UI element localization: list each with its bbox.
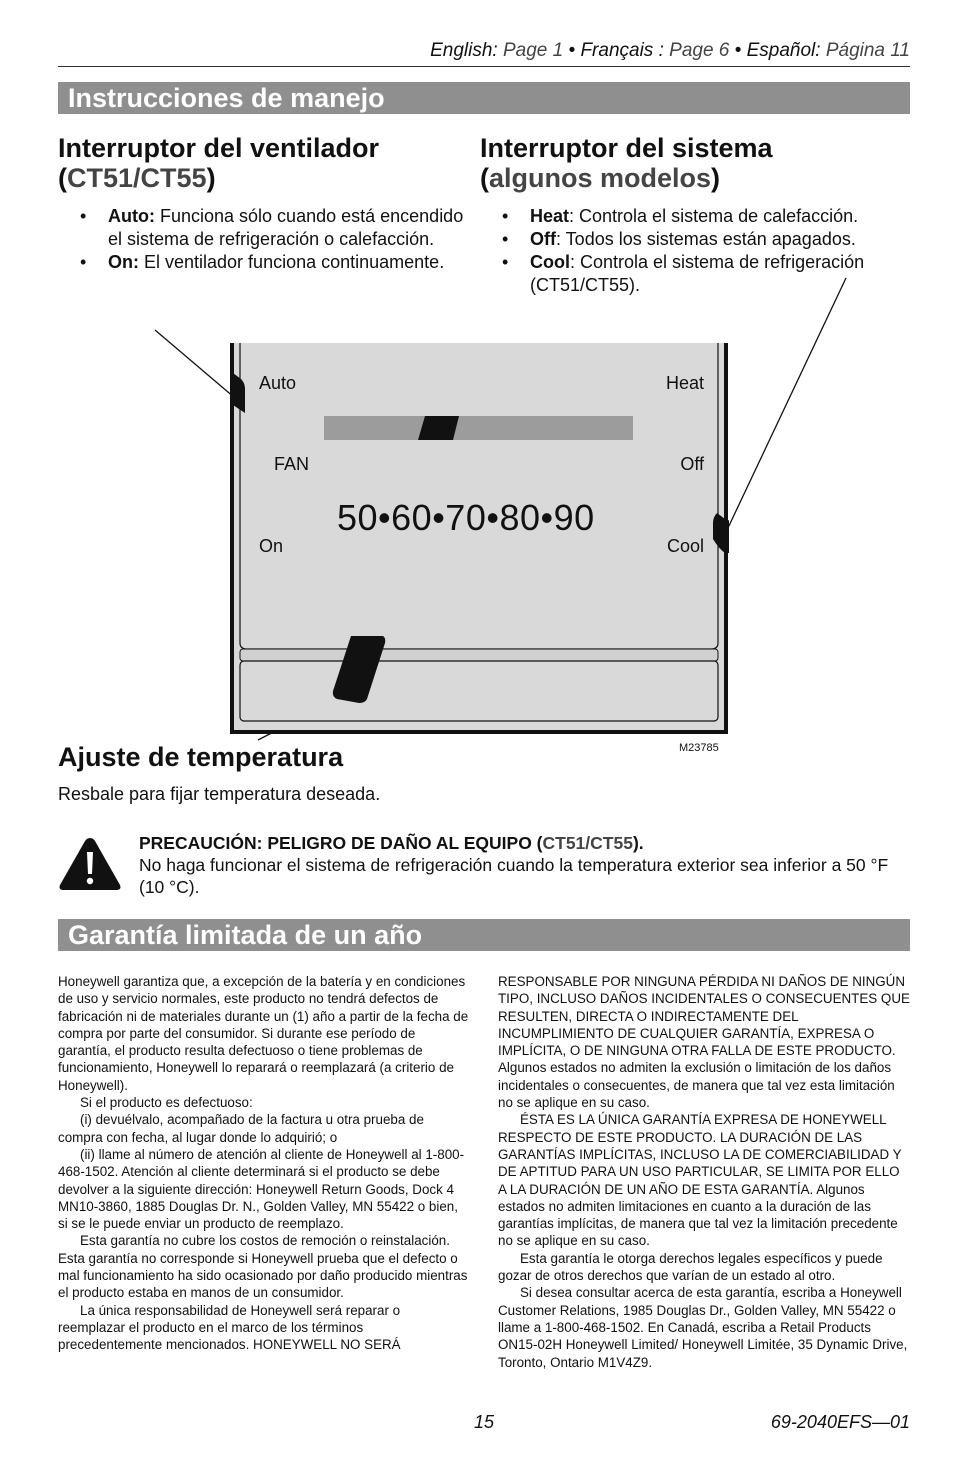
thermostat-body xyxy=(229,343,729,735)
warranty-paragraph: Honeywell garantiza que, a excepción de la batería y en condiciones de uso y servicio normales, este producto no tendrá defectos de fabricación ni de materiales durante un (1) año a partir de la fecha de compra por parte del consumidor. Si durante ese período de garantía, el producto resulta defectuoso o tiene problemas de funcionamiento, Honeywell lo reparará o reemplazará (a criterio de Honeywell). xyxy=(58,974,469,1093)
warranty-paragraph: (i) devuélvalo, acompañado de la factura u otra prueba de compra con fecha, al lugar donde lo adquirió; o xyxy=(58,1112,424,1145)
option-label: On: xyxy=(108,252,139,272)
system-leader-line xyxy=(727,278,846,530)
fan-title-line: Interruptor del ventilador xyxy=(58,133,380,163)
document-number: 69-2040EFS—01 xyxy=(770,1412,910,1432)
warranty-paragraph: Si el producto es defectuoso: xyxy=(80,1095,253,1111)
figure-id: M23785 xyxy=(679,742,719,754)
lever-track xyxy=(240,661,718,721)
warranty-paragraph: Si desea consultar acerca de esta garantía, escriba a Honeywell Customer Relations, 1985 Douglas Dr., Golden Valley, MN 55422 o llame a 1-800-468-1502. En Canadá, escriba a Retail Products ON15-02H Honeywell Limited/ Honeywell Limitée, 35 Dynamic Drive, Toronto, Ontario M1V4Z9. xyxy=(498,1285,908,1370)
warning-icon xyxy=(58,836,122,892)
paren-close: ) xyxy=(206,163,216,193)
warranty-left-column xyxy=(58,973,470,1354)
temperature-adjust-title: Ajuste de temperatura xyxy=(58,742,344,772)
system-model: algunos modelos xyxy=(489,163,712,193)
paren-open: ( xyxy=(480,163,489,193)
system-cool-label: Cool xyxy=(666,536,704,556)
thermostat-diagram xyxy=(229,343,729,735)
separator: • xyxy=(734,40,742,61)
temperature-indicator-bar xyxy=(324,416,633,440)
warranty-paragraph: RESPONSABLE POR NINGUNA PÉRDIDA NI DAÑOS DE NINGÚN TIPO, INCLUSO DAÑOS INCIDENTALES O CONSECUENTES QUE RESULTEN, DIRECTA O INDIRECTAMENTE DEL INCUMPLIMIENTO DE CUALQUIER GARANTÍA, EXPRESA O IMPLÍCITA, O DE NINGUNA OTRA FALLA DE ESTE PRODUCTO. Algunos estados no admiten la exclusión o limitación de los daños incidentales o consecuentes, de manera que tal vez esta limitación no se aplique en su caso. xyxy=(498,974,910,1111)
option-text: : Controla el sistema de refrigeración (CT51/CT55). xyxy=(530,252,865,295)
warranty-right-column xyxy=(498,973,910,1371)
fan-leader-line xyxy=(155,330,235,398)
caution-block xyxy=(139,832,899,898)
separator: • xyxy=(568,40,576,61)
option-text: : Controla el sistema de calefacción. xyxy=(569,206,859,226)
option-label: Off xyxy=(530,229,556,249)
caution-text: No haga funcionar el sistema de refrigeración cuando la temperatura exterior sea inferior a 50 °F (10 °C). xyxy=(139,855,889,897)
temperature-adjust-section xyxy=(58,742,618,805)
lang-english: English: xyxy=(430,40,498,61)
lang-french: Français : xyxy=(580,40,664,61)
lang-french-page: Page 6 xyxy=(669,40,730,61)
system-title-line: Interruptor del sistema xyxy=(480,133,773,163)
caution-heading: PRECAUCIÓN: PELIGRO DE DAÑO AL EQUIPO (CT51/CT55). xyxy=(139,833,644,853)
temperature-pointer xyxy=(418,416,459,440)
option-text: : Todos los sistemas están apagados. xyxy=(556,229,856,249)
fan-on-label: On xyxy=(259,536,284,556)
option-text: El ventilador funciona continuamente. xyxy=(139,252,445,272)
page-number: 15 xyxy=(474,1412,495,1432)
system-heat-label: Heat xyxy=(665,373,704,393)
lang-spanish-page: Página 11 xyxy=(825,40,910,61)
fan-model: CT51/CT55 xyxy=(67,163,207,193)
temperature-adjust-text: Resbale para fijar temperatura deseada. xyxy=(58,784,381,804)
option-label: Auto: xyxy=(108,206,155,226)
section-heading-warranty: Garantía limitada de un año xyxy=(58,919,910,951)
warranty-paragraph: ÉSTA ES LA ÚNICA GARANTÍA EXPRESA DE HONEYWELL RESPECTO DE ESTE PRODUCTO. LA DURACIÓN DE LAS GARANTÍAS IMPLÍCITAS, INCLUSO LA DE COMERCIABILIDAD Y DE APTITUD PARA UN USO PARTICULAR, SE LIMITA POR ELLO A LA DURACIÓN DE UN AÑO DE ESTA GARANTÍA. Algunos estados no admiten limitaciones en cuanto a la duración de las garantías implícitas, de manera que tal vez la limitación precedente no se aplique en su caso. xyxy=(498,1112,902,1249)
system-off-label: Off xyxy=(680,454,704,474)
warranty-paragraph: Esta garantía no cubre los costos de remoción o reinstalación. Esta garantía no corresponde si Honeywell prueba que el defecto o mal funcionamiento ha sido ocasionado por daño producido mientras el producto estaba en manos de un consumidor. xyxy=(58,1233,468,1301)
option-label: Cool xyxy=(530,252,570,272)
option-label: Heat xyxy=(530,206,570,226)
temperature-scale: 50•60•70•80•90 xyxy=(337,497,595,538)
option-text: Funciona sólo cuando está encendido el sistema de refrigeración o calefacción. xyxy=(108,206,464,249)
fan-auto-label: Auto xyxy=(259,373,297,393)
caution-model: CT51/CT55 xyxy=(542,833,633,853)
warranty-paragraph: Esta garantía le otorga derechos legales específicos y puede gozar de otros derechos que varían de un estado al otro. xyxy=(498,1250,883,1284)
lang-english-page: Page 1 xyxy=(502,40,564,61)
paren-close: ) xyxy=(711,163,721,193)
warranty-paragraph: La única responsabilidad de Honeywell será reparar o reemplazar el producto en el marco de los términos precedentemente mencionados. HONEYWELL NO SERÁ xyxy=(58,1302,401,1353)
lang-spanish: Español: xyxy=(746,40,821,61)
fan-label: FAN xyxy=(274,454,310,474)
paren-open: ( xyxy=(58,163,67,193)
section-heading-operating-instructions: Instrucciones de manejo xyxy=(58,82,910,114)
warranty-paragraph: (ii) llame al número de atención al cliente de Honeywell al 1-800-468-1502. Atención al cliente determinará si el producto se debe devolver a la siguiente dirección: Honeywell Return Goods, Dock 4 MN10-3860, 1885 Douglas Dr. N., Golden Valley, MN 55422 o bien, si se le puede enviar un producto de reemplazo. xyxy=(58,1146,465,1232)
